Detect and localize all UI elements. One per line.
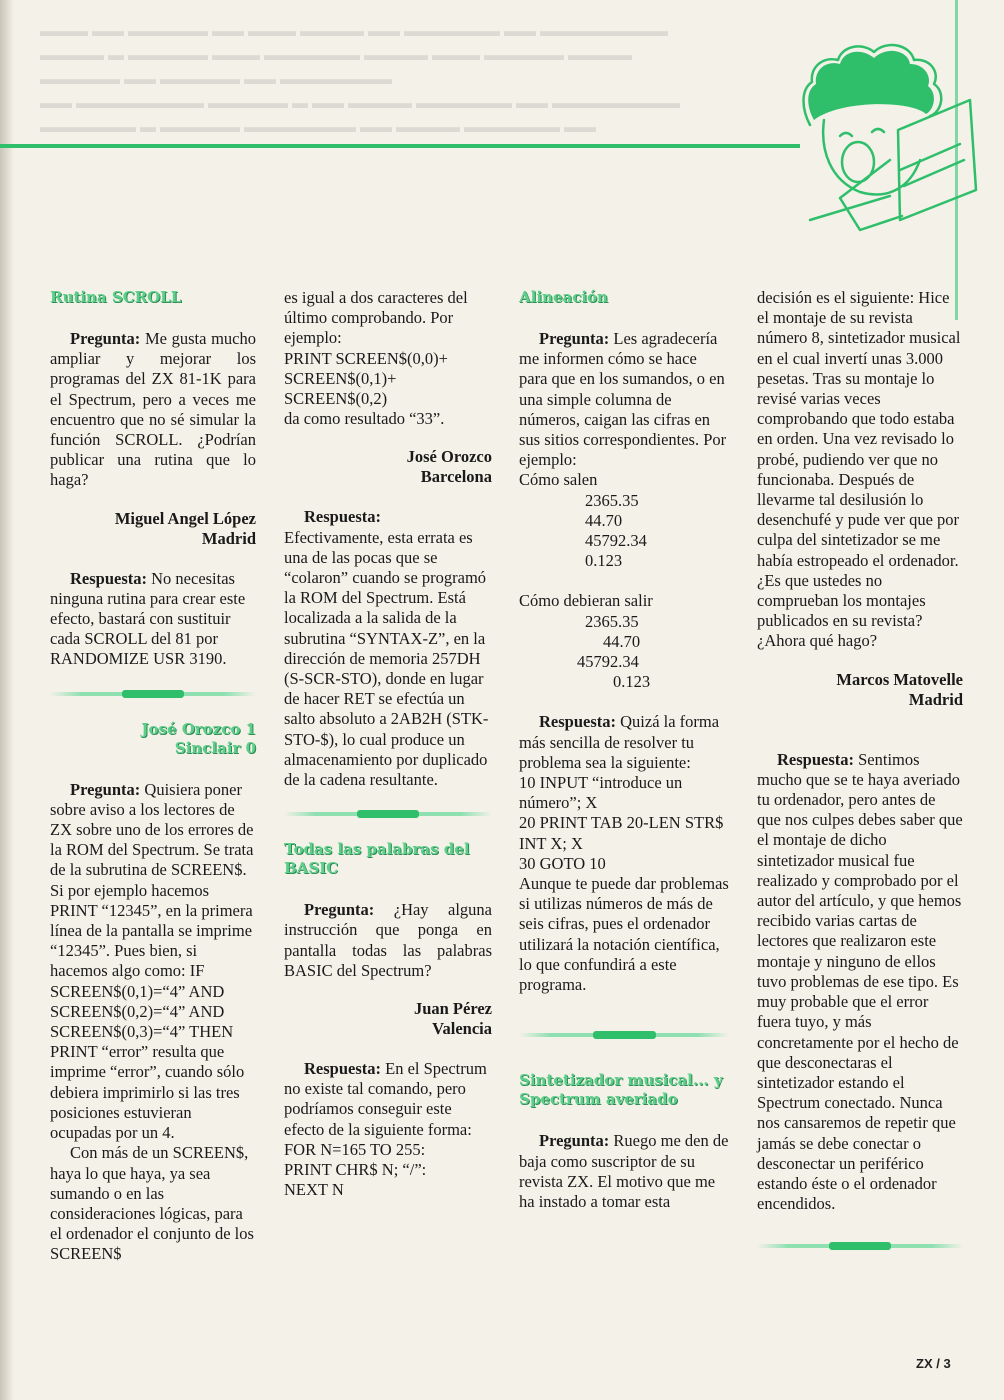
question-text: Les agradecería me informen cómo se hace para que en los sumandos, o en una simple columna de números, caigan las cifras en sus sitios correspondientes. Por ejemplo: — [519, 329, 727, 470]
page-gutter-shadow — [0, 0, 14, 1400]
question-label: Pregunta: — [70, 329, 141, 348]
signature-city: Barcelona — [420, 467, 492, 487]
answer-paragraph — [50, 569, 256, 670]
question-label: Pregunta: — [304, 900, 375, 920]
code-line: NEXT N — [284, 1180, 344, 1200]
answer-text-continued: Aunque te puede dar problemas si utilizas números de más de seis cifras, pues el ordenador utilizará la notación científica, lo que confundirá a este programa. — [519, 874, 729, 995]
bleed-through-text: ▬▬▬ ▬▬ ▬▬▬▬▬ ▬▬ ▬▬▬ ▬▬▬▬ ▬▬ ▬▬▬▬▬▬ ▬▬ ▬▬▬▬▬▬▬▬ ▬▬▬▬ ▬ ▬▬▬▬▬ ▬▬▬ ▬▬▬▬▬▬ ▬▬▬▬ ▬▬▬ ▬▬▬▬▬ ▬▬▬▬ ▬▬▬▬▬ ▬▬ ▬▬▬▬▬ ▬▬ ▬▬▬▬▬▬▬ ▬▬ ▬▬▬▬▬▬▬▬ ▬▬▬▬▬ ▬ ▬▬ ▬▬▬▬ ▬▬▬▬▬▬ ▬▬ ▬▬▬▬▬▬▬▬ ▬▬▬▬▬▬ ▬ ▬▬▬▬▬ ▬▬▬▬▬▬▬ ▬▬ ▬▬▬▬ ▬▬▬▬▬▬ ▬▬ — [40, 23, 680, 136]
number-line: 2365.35 — [585, 611, 639, 631]
section-separator — [519, 1033, 729, 1037]
number-line: 44.70 — [603, 631, 641, 651]
answer-label: Respuesta: — [539, 712, 616, 732]
question-text: Quisiera poner sobre aviso a los lectores de ZX sobre uno de los errores de la ROM del Spectrum. Se trata de la subrutina de SCREEN$. Si por ejemplo hacemos PRINT “12345”, en la primera línea de la pantalla se imprime “12345”. Pues bien, si hacemos algo como: IF SCREEN$(0,1)=“4” AND SCREEN$(0,2)=“4” AND SCREEN$(0,3)=“4” THEN PRINT “error” resulta que imprime “error”, cuando sólo debiera imprimirlo si las tres posiciones estuvieran ocupadas por un 4. — [50, 779, 254, 1143]
answer-paragraph — [757, 750, 963, 1215]
answer-text: No necesitas ninguna rutina para crear este efecto, bastará con sustituir cada SCROLL del 81 por RANDOMIZE USR 3190. — [50, 568, 246, 669]
answer-label: Respuesta: — [70, 568, 147, 588]
code-line: 20 PRINT TAB 20-LEN STR$ INT X; X — [519, 813, 724, 853]
signature-name: Miguel Angel López — [114, 508, 256, 528]
signature-city: Madrid — [908, 689, 963, 709]
label-como-salen: Cómo salen — [519, 470, 598, 490]
answer-text: En el Spectrum no existe tal comando, pero podríamos conseguir este efecto de la siguiente forma: — [284, 1059, 487, 1139]
number-line: 45792.34 — [585, 531, 647, 551]
code-line: SCREEN$(0,1)+ — [284, 368, 397, 388]
section-separator — [284, 812, 492, 816]
question-text: Ruego me den de baja como suscriptor de su revista ZX. El motivo que me ha instado a tomar esta — [519, 1131, 729, 1211]
column-2 — [284, 288, 492, 1201]
code-line: PRINT SCREEN$(0,0)+ — [284, 348, 448, 368]
signature-name: Marcos Matovelle — [836, 669, 963, 689]
answer-text: Quizá la forma más sencilla de resolver tu problema sea la siguiente: — [519, 712, 720, 772]
answer-label: Respuesta: — [304, 507, 381, 527]
answer-label: Respuesta: — [777, 749, 854, 769]
signature — [284, 447, 492, 487]
question-label: Pregunta: — [539, 329, 610, 348]
column-4 — [757, 288, 963, 1272]
question-paragraph — [50, 780, 256, 1144]
answer-paragraph — [519, 712, 729, 773]
section-heading-todas-las-palabras: Todas las palabras del BASIC — [284, 840, 470, 878]
heading-line-1: José Orozco 1 — [141, 719, 256, 738]
section-separator — [50, 692, 256, 696]
question-label: Pregunta: — [539, 1131, 610, 1151]
signature-name: José Orozco — [406, 447, 492, 467]
question-paragraph — [284, 900, 492, 981]
answer-label: Respuesta: — [304, 1059, 381, 1079]
number-line: 44.70 — [585, 510, 623, 530]
code-line: 10 INPUT “introduce un número”; X — [519, 773, 683, 813]
column-1 — [50, 288, 256, 1265]
question-paragraph — [519, 329, 729, 470]
question-label: Pregunta: — [70, 779, 141, 799]
answer-text: Sentimos mucho que se te haya averiado tu ordenador, pero antes de que nos culpes debes saber que el montaje de dicho sintetizador musical fue realizado y comprobado por el autor del artículo, y que hemos recibido varias cartas de lectores que realizaron este montaje y ninguno de ellos tuvo problemas de ese tipo. Es muy probable que el error fuera tuyo, y más concretamente por el hecho de que desconectaras el sintetizador estando el Spectrum conectado. Nunca nos cansaremos de repetir que jamás se debe conectar o desconectar un periférico estando éste o el ordenador encendidos. — [757, 749, 963, 1214]
reader-with-magazine-illustration — [780, 20, 980, 250]
continued-text: decisión es el siguiente: Hice el montaje de su revista número 8, sintetizador musical en el cual invertí unas 3.000 pesetas. Tras su montaje lo revisé varias veces comprobando que todo estaba en orden. Una vez revisado lo probé, pudiendo ver que no funcionaba. Después de llevarme tal desilusión lo desenchufé y pude ver que por culpa del sintetizador se me había estropeado el ordenador. ¿Es que ustedes no comprueban los montajes publicados en su revista? ¿Ahora qué hago? — [757, 288, 961, 651]
signature — [50, 509, 256, 549]
code-line: FOR N=165 TO 255: — [284, 1139, 426, 1159]
question-text: ¿Hay alguna instrucción que ponga en pantalla todas las palabras BASIC del Spectrum? — [284, 900, 492, 980]
section-heading-alineacion: Alineación — [519, 288, 608, 306]
section-heading-sintetizador: Sintetizador musical... y Spectrum averiado — [519, 1071, 723, 1109]
result-text: da como resultado “33”. — [284, 409, 445, 429]
code-line: PRINT CHR$ N; “/”: — [284, 1160, 427, 1180]
number-line: 0.123 — [613, 672, 651, 692]
answer-paragraph — [284, 1059, 492, 1140]
heading-line-2: Sinclair 0 — [174, 738, 256, 757]
page-footer: ZX / 3 — [916, 1356, 951, 1371]
section-separator — [757, 1244, 963, 1248]
section-heading-jose-orozco — [50, 720, 256, 758]
question-paragraph — [50, 329, 256, 491]
signature-name: Juan Pérez — [413, 999, 492, 1019]
number-line: 2365.35 — [585, 490, 639, 510]
signature-city: Madrid — [201, 528, 256, 548]
question-paragraph — [519, 1131, 729, 1212]
label-como-debieran-salir: Cómo debieran salir — [519, 591, 653, 611]
top-green-rule — [0, 144, 800, 148]
section-heading-rutina-scroll: Rutina SCROLL — [50, 288, 182, 306]
signature — [284, 999, 492, 1039]
answer-text: Efectivamente, esta errata es una de las pocas que se “colaron” cuando se programó la ROM del Spectrum. Está localizada a la salida de la subrutina “SYNTAX-Z”, en la dirección de memoria 257DH (S-SCR-STO), donde en lugar de hacer RET se efectúa un salto absoluto a 2AB2H (STK-STO-$), lo cual produce un almacenamiento por duplicado de la cadena resultante. — [284, 527, 489, 790]
question-text: Me gusta mucho ampliar y mejorar los programas del ZX 81-1K para el Spectrum, pero a veces me encuentro que no sé simular la función SCROLL. ¿Podrían publicar una rutina que lo haga? — [50, 329, 256, 490]
signature — [757, 670, 963, 710]
code-line: 30 GOTO 10 — [519, 853, 606, 873]
number-line: 0.123 — [585, 551, 623, 571]
number-line: 45792.34 — [577, 652, 639, 672]
continued-text: es igual a dos caracteres del último comprobando. Por ejemplo: — [284, 288, 468, 348]
column-3 — [519, 288, 729, 1212]
signature-city: Valencia — [432, 1019, 492, 1039]
question-paragraph-continued: Con más de un SCREEN$, haya lo que haya, ya sea sumando o en las consideraciones lógicas, para el ordenador el conjunto de los SCREEN$ — [50, 1143, 254, 1264]
code-line: SCREEN$(0,2) — [284, 389, 388, 409]
